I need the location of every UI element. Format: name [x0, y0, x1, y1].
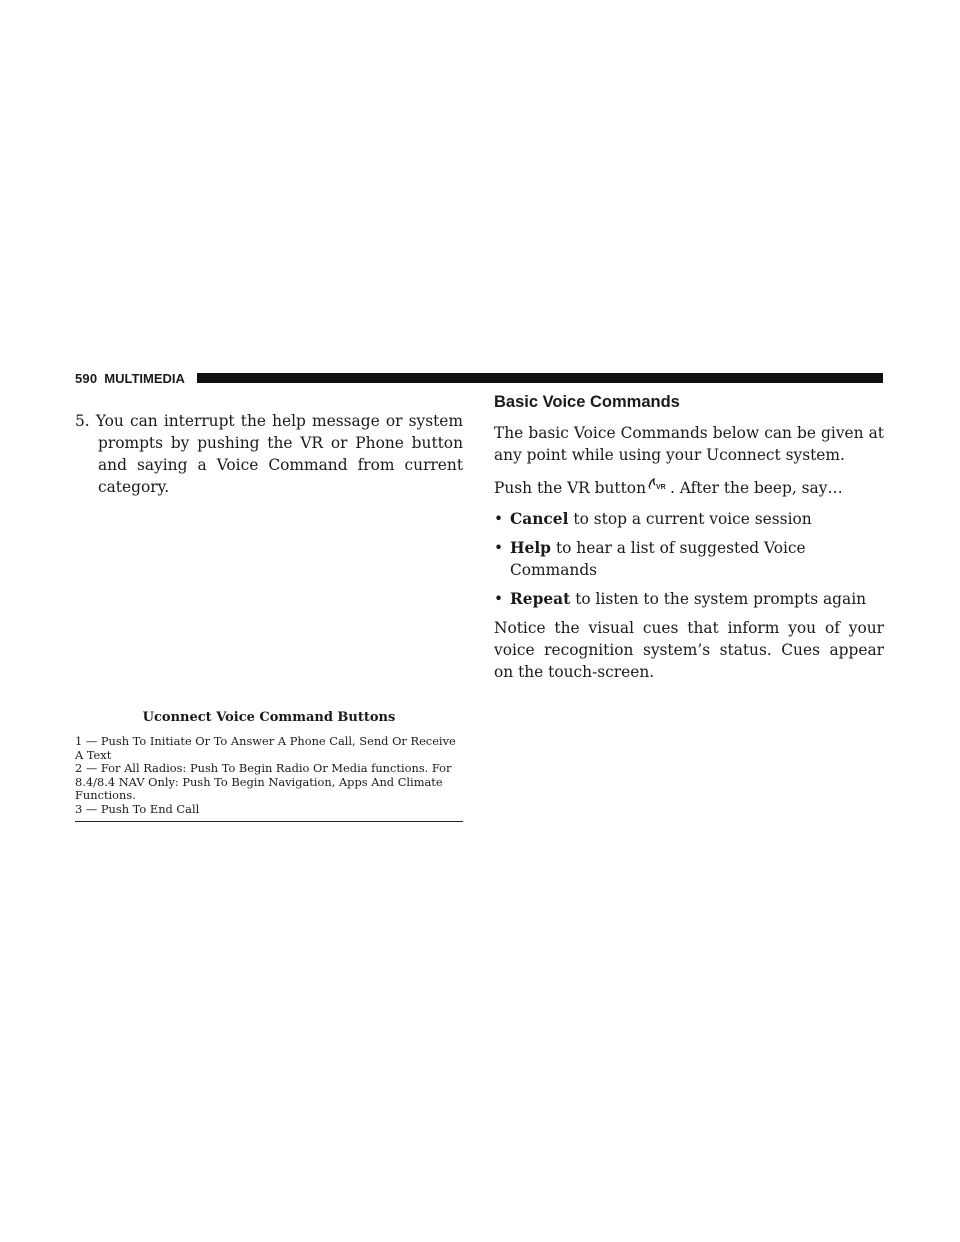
caption-line-1: 1 — Push To Initiate Or To Answer A Phone Call, Send Or Receive A Text — [75, 734, 456, 762]
page-header — [75, 370, 883, 386]
push-before-text: Push the VR button — [494, 479, 646, 497]
bullet-item — [494, 537, 884, 581]
bullet-desc: to listen to the system prompts again — [575, 590, 867, 608]
section-heading: Basic Voice Commands — [494, 393, 680, 411]
bullet-term: Repeat — [510, 590, 571, 608]
intro-paragraph: The basic Voice Commands below can be given at any point while using your Uconnect system. — [494, 424, 884, 464]
step-5: 5. You can interrupt the help message or system prompts by pushing the VR or Phone button and saying a Voice Command from current category. — [75, 412, 463, 496]
caption-rule — [75, 821, 463, 822]
svg-text:VR: VR — [655, 484, 666, 491]
caption-line-2: 2 — For All Radios: Push To Begin Radio Or Media functions. For 8.4/8.4 NAV Only: Push To Begin Navigation, Apps And Climate Functions. — [75, 761, 452, 803]
caption-line-3: 3 — Push To End Call — [75, 801, 200, 816]
bullet-dot: • — [494, 539, 504, 557]
push-vr-instruction — [494, 475, 884, 499]
notice-paragraph: Notice the visual cues that inform you of your voice recognition system’s status. Cues appear on the touch-screen. — [494, 619, 884, 681]
header-rule — [197, 373, 883, 383]
bullet-item — [494, 508, 884, 530]
bullet-dot: • — [494, 510, 504, 528]
bullet-dot: • — [494, 590, 504, 608]
bullet-term: Cancel — [510, 510, 569, 528]
push-after-text: . After the beep, say… — [669, 479, 843, 497]
bullet-item — [494, 588, 884, 610]
bullet-desc: to hear a list of suggested Voice Commands — [510, 539, 806, 579]
bullet-desc: to stop a current voice session — [573, 510, 812, 528]
section-title: MULTIMEDIA — [104, 370, 185, 386]
caption-title: Uconnect Voice Command Buttons — [142, 710, 396, 725]
page-number: 590 — [75, 370, 98, 386]
vr-button-icon — [647, 475, 669, 489]
bullet-term: Help — [510, 539, 551, 557]
left-column — [75, 410, 463, 498]
right-column — [494, 392, 884, 692]
figure-caption — [75, 710, 463, 822]
